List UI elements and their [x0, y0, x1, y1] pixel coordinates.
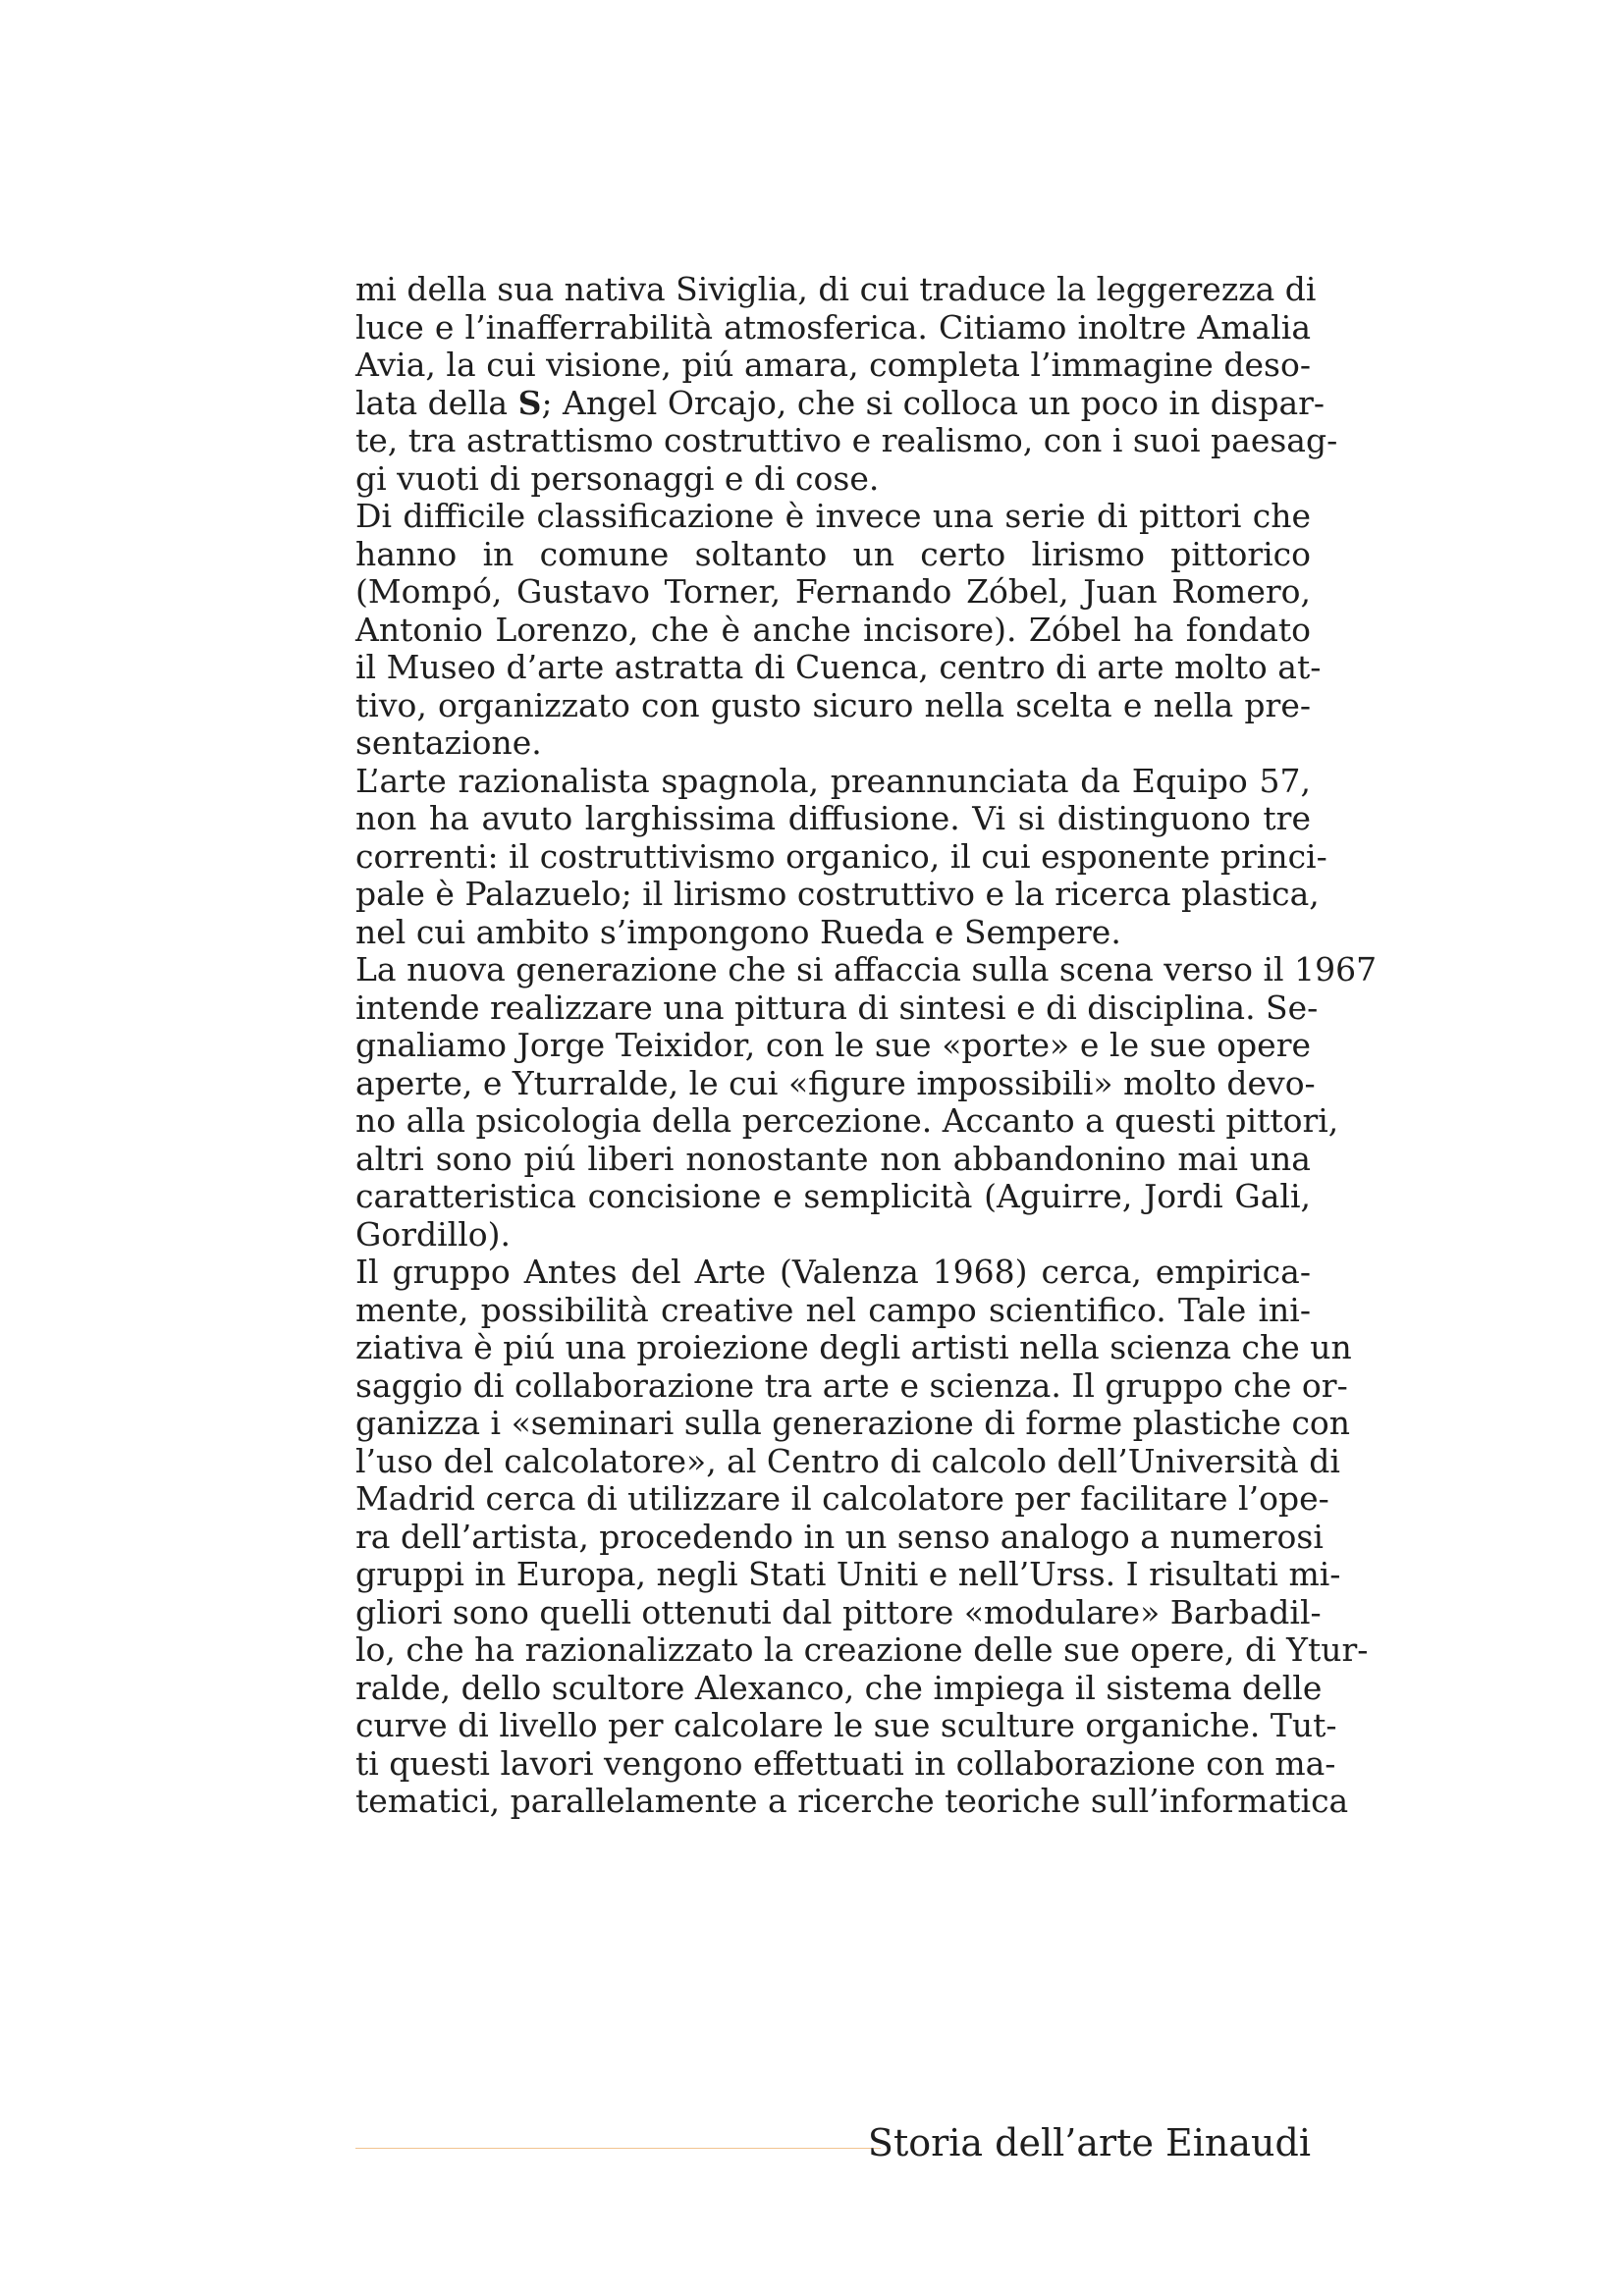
text-line: nel cui ambito s’impongono Rueda e Sempere.	[355, 912, 1121, 951]
text-line: hanno in comune soltanto un certo lirismo pittorico	[355, 534, 1311, 573]
text-line: il Museo d’arte astratta di Cuenca, centro di arte molto at-	[355, 648, 1322, 686]
text-line: Il gruppo Antes del Arte (Valenza 1968) cerca, empirica-	[355, 1253, 1311, 1291]
text-line: tematici, parallelamente a ricerche teoriche sull’informatica	[355, 1782, 1349, 1820]
text-line: (Mompó, Gustavo Torner, Fernando Zóbel, Juan Romero,	[355, 572, 1311, 611]
text-segment: ; Angel Orcajo, che si colloca un poco in dispar-	[541, 383, 1325, 422]
text-line: curve di livello per calcolare le sue sculture organiche. Tut-	[355, 1706, 1337, 1744]
text-line: altri sono piú liberi nonostante non abbandonino mai una	[355, 1139, 1311, 1178]
text-line: saggio di collaborazione tra arte e scienza. Il gruppo che or-	[355, 1365, 1348, 1405]
text-segment: lata della	[355, 383, 518, 422]
text-line: pale è Palazuelo; il lirismo costruttivo e la ricerca plastica,	[355, 875, 1320, 913]
text-line: ziativa è piú una proiezione degli artisti nella scienza che un	[355, 1328, 1352, 1366]
text-line: luce e l’inafferrabilità atmosferica. Citiamo inoltre Amalia	[355, 307, 1311, 347]
text-line: Di difficile classificazione è invece una serie di pittori che	[355, 497, 1311, 535]
text-line: gliori sono quelli ottenuti dal pittore «modulare» Barbadil-	[355, 1592, 1322, 1631]
abbreviation-bold: S	[517, 383, 542, 422]
text-line: ralde, dello scultore Alexanco, che impiega il sistema delle	[355, 1668, 1323, 1707]
text-line: lo, che ha razionalizzato la creazione delle sue opere, di Ytur-	[355, 1630, 1369, 1669]
text-line	[355, 383, 1325, 423]
text-line: ra dell’artista, procedendo in un senso analogo a numerosi	[355, 1517, 1324, 1556]
paragraph	[355, 950, 1378, 1254]
text-line: gruppi in Europa, negli Stati Uniti e nell’Urss. I risultati mi-	[355, 1555, 1341, 1593]
text-line: Antonio Lorenzo, che è anche incisore). Zóbel ha fondato	[355, 610, 1311, 649]
paragraph	[355, 270, 1338, 498]
text-line: gi vuoti di personaggi e di cose.	[355, 458, 880, 498]
text-line: correnti: il costruttivismo organico, il cui esponente princi-	[355, 836, 1327, 876]
text-line: L’arte razionalista spagnola, preannunciata da Equipo 57,	[355, 761, 1311, 800]
text-line: Avia, la cui visione, piú amara, completa l’immagine deso-	[355, 346, 1311, 384]
text-line: intende realizzare una pittura di sintesi e di disciplina. Se-	[355, 988, 1319, 1027]
text-line: La nuova generazione che si affaccia sulla scena verso il 1967	[355, 950, 1378, 988]
text-line: gnaliamo Jorge Teixidor, con le sue «porte» e le sue opere	[355, 1026, 1311, 1064]
publication-title: Storia dell’arte Einaudi	[867, 2121, 1311, 2164]
text-line: l’uso del calcolatore», al Centro di calcolo dell’Università di	[355, 1441, 1340, 1480]
paragraph	[355, 1253, 1369, 1821]
text-line: te, tra astrattismo costruttivo e realismo, con i suoi paesag-	[355, 421, 1338, 459]
text-line: Gordillo).	[355, 1214, 512, 1254]
text-line: caratteristica concisione e semplicità (Aguirre, Jordi Gali,	[355, 1177, 1311, 1215]
text-line: no alla psicologia della percezione. Accanto a questi pittori,	[355, 1101, 1339, 1140]
page-footer	[355, 2118, 1311, 2167]
text-line: tivo, organizzato con gusto sicuro nella scelta e nella pre-	[355, 685, 1311, 724]
footer-divider	[355, 2148, 881, 2149]
text-line: ti questi lavori vengono effettuati in collaborazione con ma-	[355, 1743, 1336, 1783]
text-line: sentazione.	[355, 723, 542, 762]
paragraph	[355, 497, 1322, 763]
text-line: ganizza i «seminari sulla generazione di forme plastiche con	[355, 1404, 1351, 1442]
text-line: aperte, e Yturralde, le cui «figure impossibili» molto devo-	[355, 1063, 1316, 1102]
body-text	[355, 270, 1378, 1821]
text-line: non ha avuto larghissima diffusione. Vi si distinguono tre	[355, 799, 1311, 837]
text-line: mente, possibilità creative nel campo scientifico. Tale ini-	[355, 1290, 1311, 1329]
text-line: Madrid cerca di utilizzare il calcolatore per facilitare l’ope-	[355, 1479, 1329, 1518]
text-line: mi della sua nativa Siviglia, di cui traduce la leggerezza di	[355, 270, 1317, 308]
paragraph	[355, 761, 1327, 952]
